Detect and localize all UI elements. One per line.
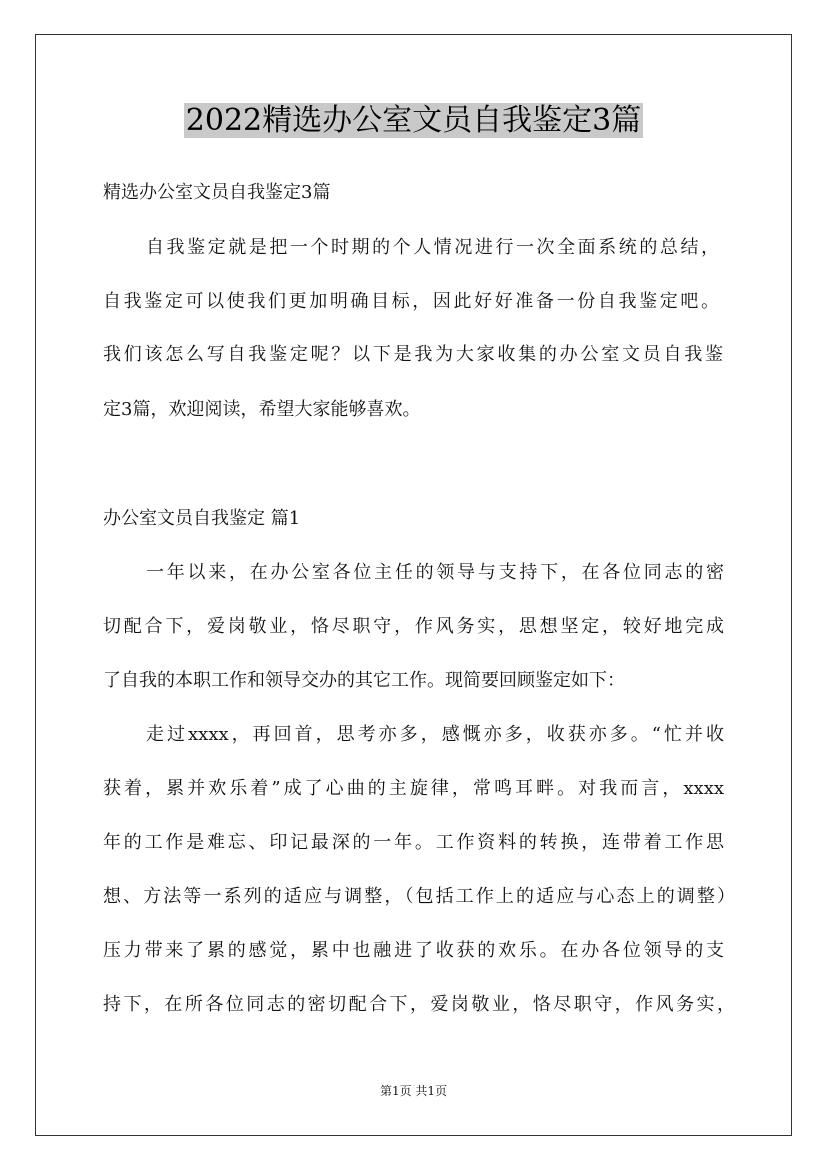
page-footer: 第1页 共1页 — [379, 1084, 448, 1098]
paragraph-line: 了自我的本职工作和领导交办的其它工作。现简要回顾鉴定如下： — [103, 670, 625, 691]
paragraph-line: 压力带来了累的感觉，累中也融进了收获的欢乐。在办各位领导的支 — [103, 940, 724, 961]
intro-line: 我们该怎么写自我鉴定呢？以下是我为大家收集的办公室文员自我鉴 — [103, 344, 723, 365]
intro-line: 自我鉴定就是把一个时期的个人情况进行一次全面系统的总结， — [146, 237, 719, 258]
section-heading: 办公室文员自我鉴定 篇1 — [103, 508, 301, 529]
paragraph-line: 年的工作是难忘、印记最深的一年。工作资料的转换，连带着工作思 — [103, 832, 724, 853]
document-title: 2022精选办公室文员自我鉴定3篇 — [185, 103, 642, 138]
paragraph-line: 持下，在所各位同志的密切配合下，爱岗敬业，恪尽职守，作风务实， — [103, 994, 735, 1015]
document-title-wrap — [0, 100, 827, 142]
intro-line: 自我鉴定可以使我们更加明确目标，因此好好准备一份自我鉴定吧。 — [103, 291, 719, 312]
document-subtitle: 精选办公室文员自我鉴定3篇 — [103, 182, 331, 203]
paragraph-line: 想、方法等一系列的适应与调整，（包括工作上的适应与心态上的调整） — [103, 886, 735, 907]
paragraph-line: 切配合下，爱岗敬业，恪尽职守，作风务实，思想坚定，较好地完成 — [103, 616, 724, 637]
intro-line: 定3篇，欢迎阅读，希望大家能够喜欢。 — [103, 399, 421, 420]
paragraph-line: 一年以来，在办公室各位主任的领导与支持下，在各位同志的密 — [146, 562, 724, 583]
paragraph-line: 获着，累并欢乐着”成了心曲的主旋律，常鸣耳畔。对我而言，xxxx — [103, 778, 724, 799]
paragraph-line: 走过xxxx，再回首，思考亦多，感慨亦多，收获亦多。“忙并收 — [146, 724, 724, 745]
